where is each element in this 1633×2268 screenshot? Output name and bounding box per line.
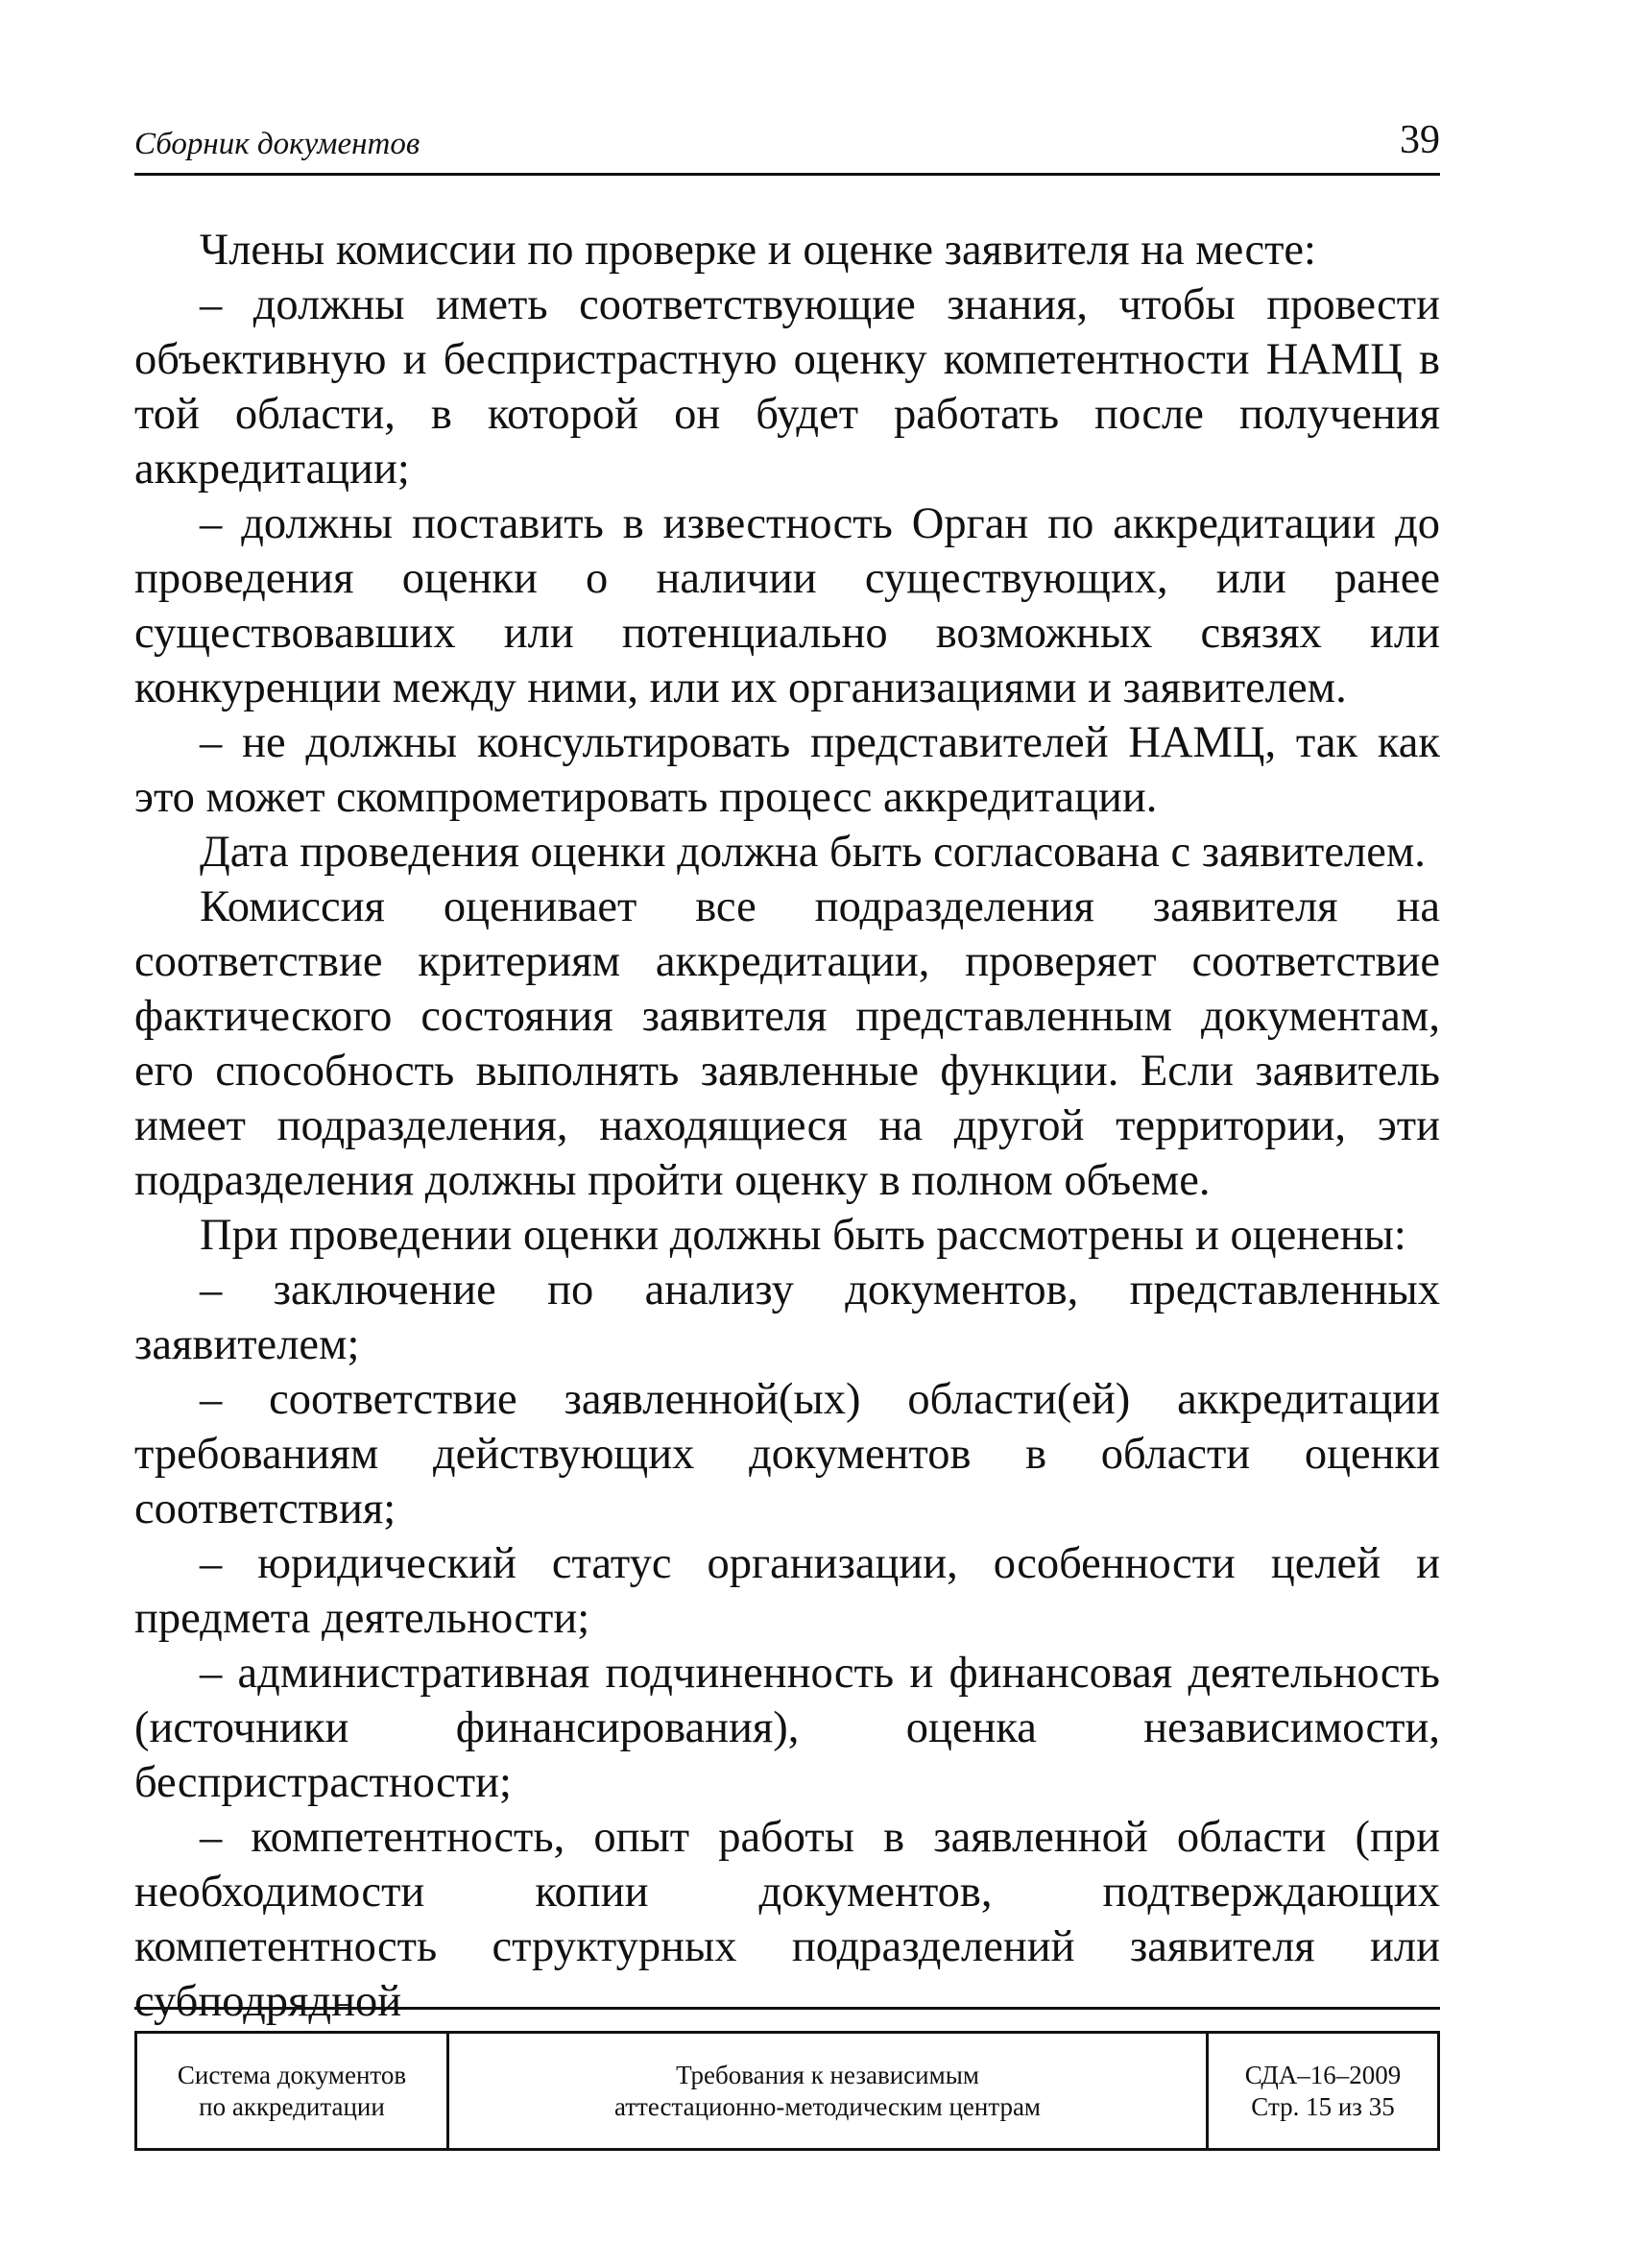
- footer-system-line2: по аккредитации: [199, 2091, 385, 2121]
- paragraph: При проведении оценки должны быть рассмотрены и оценены:: [200, 1211, 1406, 1260]
- footer-title-line2: аттестационно-методическим центрам: [613, 2091, 1042, 2121]
- paragraph: Члены комиссии по проверке и оценке заявителя на месте:: [200, 226, 1316, 275]
- footer-page-ref: Стр. 15 из 35: [1251, 2091, 1395, 2121]
- paragraph: – юридический статус организации, особенности целей и предмета деятельности;: [134, 1539, 1440, 1643]
- paragraph: – компетентность, опыт работы в заявленной области (при необходимости копии документов, подтверждающих компетентность структурных подразделений заявителя или субподрядной: [134, 1813, 1440, 2026]
- footer-title-cell: [449, 2034, 1209, 2148]
- footer-code-cell: [1209, 2034, 1437, 2148]
- paragraph: Дата проведения оценки должна быть согласована с заявителем.: [200, 828, 1426, 877]
- paragraph: – соответствие заявленной(ых) области(ей) аккредитации требованиям действующих документов в области оценки соответствия;: [134, 1375, 1440, 1533]
- paragraph: – не должны консультировать представителей НАМЦ, так как это может скомпрометировать процесс аккредитации.: [134, 718, 1440, 822]
- paragraph: – должны поставить в известность Орган по аккредитации до проведения оценки о наличии существующих, или ранее существовавших или потенциально возможных связях или конкуренции между ними, или их организациями и заявителем.: [134, 499, 1440, 712]
- footer-system-line1: Система документов: [177, 2060, 407, 2089]
- paragraph: – административная подчиненность и финансовая деятельность (источники финансирования), оценка независимости, беспристрастности;: [134, 1649, 1440, 1807]
- document-body: [134, 223, 1440, 2029]
- collection-title: Сборник документов: [134, 127, 420, 161]
- paragraph: – должны иметь соответствующие знания, чтобы провести объективную и беспристрастную оценку компетентности НАМЦ в той области, в которой он будет работать после получения аккредитации;: [134, 280, 1440, 494]
- page-number: 39: [1400, 118, 1440, 162]
- paragraph: – заключение по анализу документов, представленных заявителем;: [134, 1266, 1440, 1369]
- footer-doc-code: СДА–16–2009: [1244, 2060, 1402, 2089]
- footer-title-line1: Требования к независимым: [676, 2060, 979, 2089]
- footer-table: [134, 2031, 1440, 2151]
- footer-system-cell: [137, 2034, 449, 2148]
- paragraph: Комиссия оценивает все подразделения заявителя на соответствие критериям аккредитации, проверяет соответствие фактического состояния заявителя представленным документам, его способность выполнять заявленные функции. Если заявитель имеет подразделения, находящиеся на другой территории, эти подразделения должны пройти оценку в полном объеме.: [134, 882, 1440, 1205]
- footer-divider: [134, 2007, 1440, 2010]
- page-header: [134, 115, 1440, 176]
